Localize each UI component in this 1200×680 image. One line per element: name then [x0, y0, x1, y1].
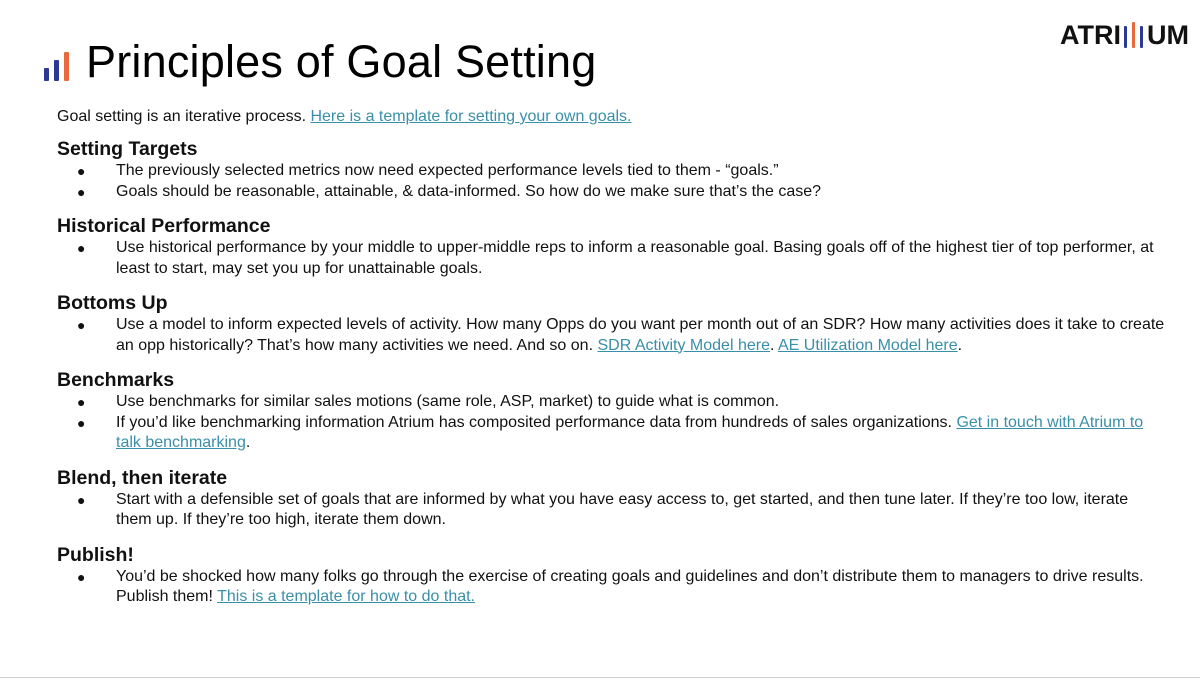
list-item: ● You’d be shocked how many folks go through the exercise of creating goals and guidelines and don’t distribute them to managers to drive results. Publish them! This is a template for how to do that.: [77, 567, 1144, 605]
section-setting-targets: [57, 137, 1167, 202]
bullet-icon: ●: [77, 163, 86, 179]
main-content: [57, 106, 1167, 620]
section-bottoms-up: [57, 291, 1167, 356]
list-item: ● If you’d like benchmarking information Atrium has composited performance data from hundreds of sales organizations. Get in touch with Atrium to talk benchmarking.: [77, 413, 1144, 451]
section-heading: Historical Performance: [57, 215, 271, 237]
benchmarking-contact-link[interactable]: Get in touch with Atrium to talk benchmarking: [116, 413, 1144, 451]
section-historical-performance: [57, 214, 1167, 279]
bullet-icon: ●: [77, 394, 86, 410]
bullet-icon: ●: [77, 317, 86, 333]
intro-text: Goal setting is an iterative process.: [57, 108, 311, 125]
list-item: ● Goals should be reasonable, attainable, & data-informed. So how do we make sure that’s the case?: [57, 182, 1167, 203]
bullet-icon: ●: [77, 183, 86, 200]
section-heading: Benchmarks: [57, 369, 175, 391]
list-item: ● Start with a defensible set of goals that are informed by what you have easy access to, get started, and then tune later. If they’re too low, iterate them up. If they’re too high, iterate them down.: [77, 490, 1129, 528]
sdr-activity-model-link[interactable]: SDR Activity Model here: [597, 336, 770, 354]
section-heading: Setting Targets: [57, 138, 198, 160]
section-publish: [57, 543, 1167, 608]
bullet-icon: ●: [77, 414, 86, 431]
ae-utilization-model-link[interactable]: AE Utilization Model here: [778, 336, 958, 354]
list-item: ● Use a model to inform expected levels of activity. How many Opps do you want per month out of an SDR? How many activities does it take to create an opp historically? That’s how many activities we need. And so on. SDR Activity Model here. AE Utilization Model here.: [77, 316, 1165, 354]
bullet-icon: ●: [77, 491, 86, 508]
list-item: ● Use historical performance by your middle to upper-middle reps to inform a reasonable goal. Basing goals off of the highest tier of top performer, at least to start, may set you up for unattainable goals.: [77, 239, 1154, 277]
bar-chart-icon: [44, 51, 72, 81]
page-divider: [0, 677, 1200, 678]
section-heading: Blend, then iterate: [57, 466, 228, 489]
atrium-logo: ATRI UM: [1060, 19, 1189, 50]
section-benchmarks: [57, 368, 1167, 454]
list-item: ● Use benchmarks for similar sales motions (same role, ASP, market) to guide what is common.: [57, 392, 1167, 413]
section-blend-then-iterate: [57, 466, 1167, 531]
section-heading: Publish!: [57, 543, 134, 566]
publish-template-link[interactable]: This is a template for how to do that.: [217, 588, 475, 605]
intro-paragraph: [57, 106, 1167, 127]
list-item: ● The previously selected metrics now need expected performance levels tied to them - “goals.”: [57, 161, 1167, 182]
section-heading: Bottoms Up: [57, 292, 168, 314]
goal-template-link[interactable]: Here is a template for setting your own goals.: [310, 108, 632, 125]
page-title: Principles of Goal Setting: [86, 36, 597, 87]
bullet-icon: ●: [77, 568, 86, 585]
bullet-icon: ●: [77, 240, 86, 256]
